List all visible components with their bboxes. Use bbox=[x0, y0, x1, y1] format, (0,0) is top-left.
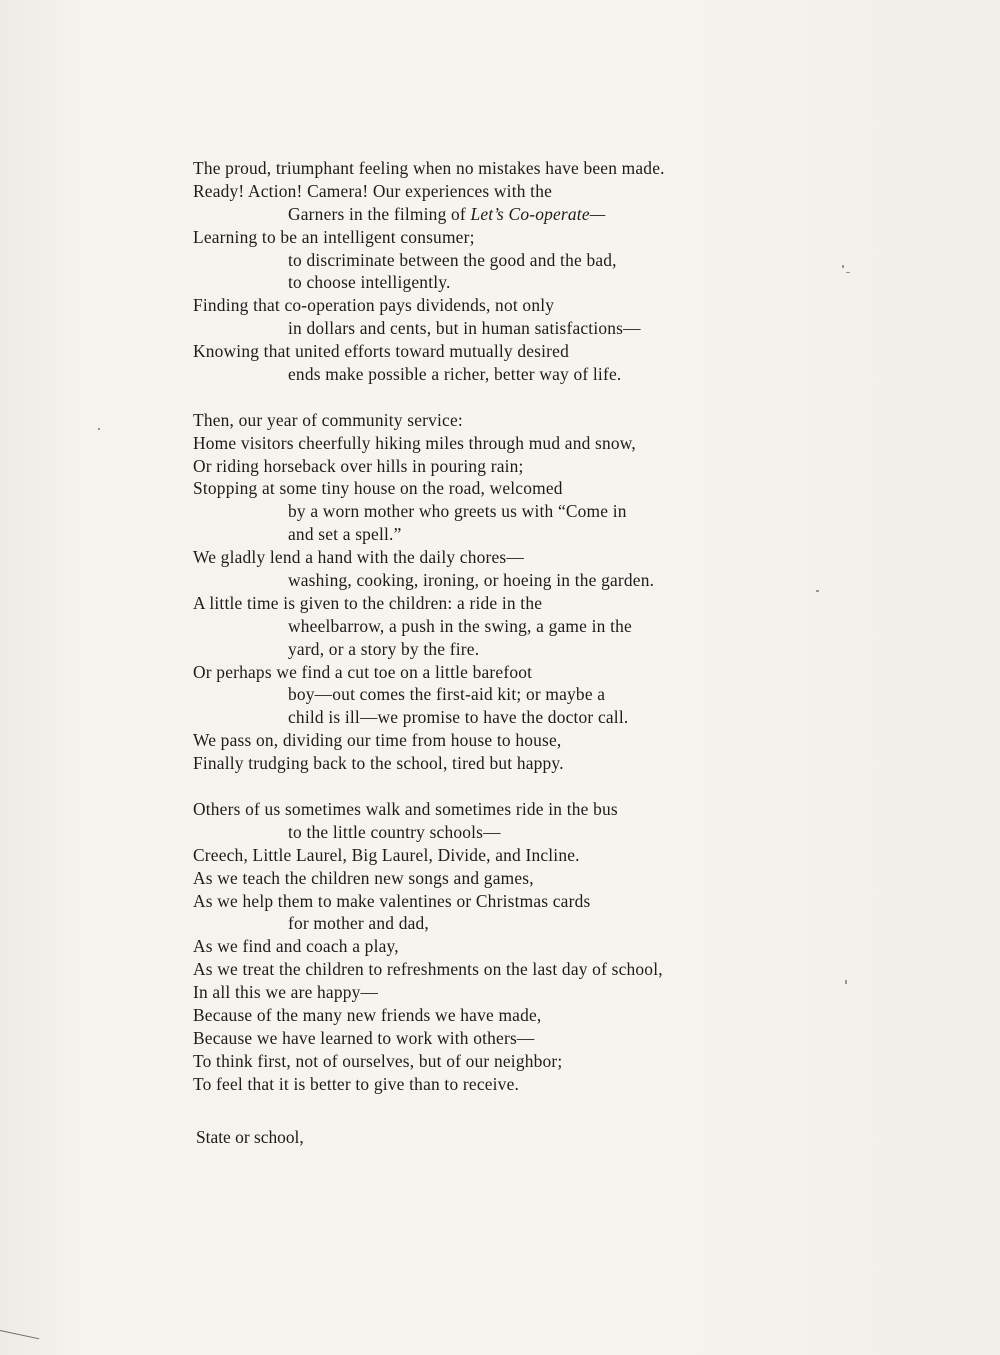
poem-line bbox=[193, 523, 833, 546]
margin-speck bbox=[846, 272, 850, 273]
poem-line-text: We pass on, dividing our time from house to house, bbox=[193, 730, 562, 751]
poem-line bbox=[193, 455, 833, 478]
poem-line bbox=[193, 912, 833, 935]
poem-line-text: to the little country schools— bbox=[288, 821, 501, 842]
poem-line bbox=[193, 867, 833, 890]
poem-text bbox=[193, 157, 833, 1118]
poem-line bbox=[193, 294, 833, 317]
poem-line-text: In all this we are happy— bbox=[193, 982, 379, 1003]
poem-line bbox=[193, 706, 833, 729]
poem-line-text: The proud, triumphant feeling when no mistakes have been made. bbox=[193, 158, 665, 178]
poem-line bbox=[193, 226, 833, 249]
closing-line: State or school, bbox=[196, 1127, 304, 1147]
poem-line-text: Because we have learned to work with others— bbox=[193, 1027, 535, 1048]
poem-line-text: Learning to be an intelligent consumer; bbox=[193, 226, 475, 247]
poem-line bbox=[193, 500, 833, 523]
poem-line-text: Knowing that united efforts toward mutually desired bbox=[193, 341, 569, 362]
poem-line-text: Or riding horseback over hills in pouring rain; bbox=[193, 455, 524, 476]
poem-line-text: boy—out comes the first-aid kit; or maybe a bbox=[288, 684, 606, 705]
poem-line bbox=[193, 661, 833, 684]
poem-line-text: To feel that it is better to give than to receive. bbox=[193, 1073, 520, 1094]
poem-line-text: To think first, not of ourselves, but of our neighbor; bbox=[193, 1050, 563, 1071]
poem-line bbox=[193, 249, 833, 272]
poem-line-text: As we treat the children to refreshments on the last day of school, bbox=[193, 959, 663, 980]
poem-line-text: We gladly lend a hand with the daily chores— bbox=[193, 547, 524, 568]
poem-line bbox=[193, 546, 833, 569]
poem-line-text: Garners in the filming of bbox=[288, 203, 471, 224]
poem-line bbox=[193, 1004, 833, 1027]
poem-line bbox=[193, 180, 833, 203]
poem-line-text: Creech, Little Laurel, Big Laurel, Divide, and Incline. bbox=[193, 844, 580, 865]
poem-line-text: child is ill—we promise to have the doctor call. bbox=[288, 707, 629, 728]
poem-line bbox=[193, 271, 833, 294]
poem-line bbox=[193, 432, 833, 455]
poem-line-text: wheelbarrow, a push in the swing, a game in the bbox=[288, 615, 632, 636]
poem-line-text: A little time is given to the children: a ride in the bbox=[193, 592, 543, 613]
margin-speck bbox=[842, 265, 844, 268]
poem-line-text: Home visitors cheerfully hiking miles through mud and snow, bbox=[193, 432, 636, 453]
film-title: Let’s Co-operate— bbox=[470, 203, 606, 224]
margin-speck bbox=[98, 428, 100, 430]
poem-line bbox=[193, 844, 833, 867]
poem-line-text: Finding that co-operation pays dividends, not only bbox=[193, 295, 555, 316]
poem-line bbox=[193, 958, 833, 981]
poem-line bbox=[193, 638, 833, 661]
poem-line bbox=[193, 1050, 833, 1073]
poem-line-text: washing, cooking, ironing, or hoeing in the garden. bbox=[288, 570, 655, 591]
poem-line bbox=[193, 409, 833, 432]
poem-line bbox=[193, 935, 833, 958]
poem-line bbox=[193, 615, 833, 638]
corner-scratch bbox=[0, 1330, 39, 1339]
poem-line bbox=[193, 203, 833, 226]
poem-line-text: by a worn mother who greets us with “Come in bbox=[288, 501, 627, 522]
poem-line bbox=[193, 890, 833, 913]
margin-speck bbox=[816, 590, 819, 592]
poem-line-text: and set a spell.” bbox=[288, 524, 402, 545]
poem-line bbox=[193, 981, 833, 1004]
poem-line bbox=[193, 340, 833, 363]
poem-line bbox=[193, 363, 833, 386]
poem-line-text: Stopping at some tiny house on the road, welcomed bbox=[193, 478, 563, 499]
poem-line-text: yard, or a story by the fire. bbox=[288, 638, 480, 659]
poem-line bbox=[193, 592, 833, 615]
poem-line bbox=[193, 821, 833, 844]
poem-line-text: Ready! Action! Camera! Our experiences with the bbox=[193, 180, 553, 201]
poem-line-text: As we help them to make valentines or Christmas cards bbox=[193, 890, 591, 911]
poem-line-text: Or perhaps we find a cut toe on a little barefoot bbox=[193, 661, 533, 682]
stanza bbox=[193, 409, 833, 775]
stanza bbox=[193, 798, 833, 1096]
poem-line-text: to choose intelligently. bbox=[288, 272, 451, 293]
poem-line-text: Finally trudging back to the school, tired but happy. bbox=[193, 753, 564, 774]
poem-line bbox=[193, 1073, 833, 1096]
poem-line bbox=[193, 752, 833, 775]
poem-line bbox=[193, 1027, 833, 1050]
margin-speck bbox=[845, 980, 847, 984]
poem-line bbox=[193, 729, 833, 752]
poem-line-text: As we teach the children new songs and games, bbox=[193, 867, 534, 888]
poem-line-text: As we find and coach a play, bbox=[193, 936, 399, 957]
poem-line-text: Then, our year of community service: bbox=[193, 409, 463, 430]
poem-line bbox=[193, 317, 833, 340]
poem-line-text: for mother and dad, bbox=[288, 913, 429, 934]
poem-line bbox=[193, 569, 833, 592]
poem-line bbox=[193, 683, 833, 706]
stanza bbox=[193, 157, 833, 386]
poem-line-text: Others of us sometimes walk and sometimes ride in the bus bbox=[193, 798, 618, 819]
poem-line-text: in dollars and cents, but in human satisfactions— bbox=[288, 318, 641, 339]
poem-line bbox=[193, 477, 833, 500]
poem-line-text: to discriminate between the good and the bad, bbox=[288, 249, 617, 270]
poem-line bbox=[193, 157, 833, 180]
poem-line-text: Because of the many new friends we have made, bbox=[193, 1004, 542, 1025]
poem-line-text: ends make possible a richer, better way of life. bbox=[288, 364, 622, 385]
poem-line bbox=[193, 798, 833, 821]
